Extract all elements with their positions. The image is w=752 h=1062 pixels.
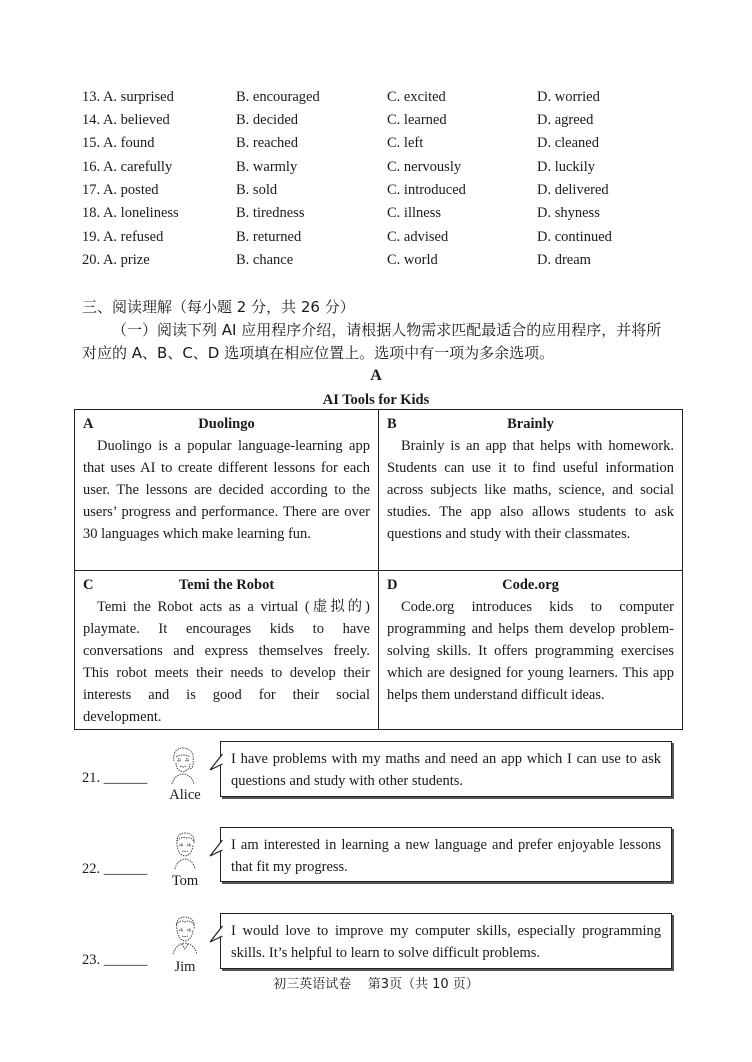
speech-tail-icon [209,924,223,948]
tool-name: Duolingo [198,416,255,432]
option-c: C. world [387,252,438,268]
person-name: Tom [171,873,199,889]
tool-cell-temi-robot [75,571,378,729]
option-b: B. returned [236,229,302,245]
tool-cell-code-org [379,571,682,729]
tool-name: Temi the Robot [178,577,275,593]
question-number-option-a: 15. A. found [82,135,155,151]
option-b: B. chance [236,252,294,268]
question-number-option-a: 20. A. prize [82,252,150,268]
person-name: Jim [174,959,196,975]
question-number-option-a: 13. A. surprised [82,89,174,105]
option-c: C. nervously [387,159,462,175]
tool-letter: C [83,577,94,593]
tool-description: Code.org introduces kids to computer programming and helps them develop problem-solving skills. It offers programming exercises which are designed for young learners. This app helps them understand difficult ideas. [387,599,674,703]
option-b: B. tiredness [236,205,305,221]
person-name: Alice [169,787,201,803]
speech-bubble [220,913,672,969]
section-title: 三、阅读理解（每小题 2 分，共 26 分） [82,298,355,316]
option-b: B. decided [236,112,299,128]
option-c: C. advised [387,229,449,245]
tool-cell-brainly [379,410,682,570]
tool-letter: B [387,416,397,432]
option-d: D. dream [537,252,591,268]
passage-title: AI Tools for Kids [322,392,430,408]
tool-letter: D [387,577,398,593]
boy-avatar-icon [168,830,202,870]
speech-text: I would love to improve my computer skills, especially programming skills. It’s helpful to learn to solve difficult problems. [231,923,661,961]
option-b: B. encouraged [236,89,320,105]
tool-name: Code.org [502,577,559,593]
speech-text: I have problems with my maths and need an app which I can use to ask questions and study with other students. [231,751,661,789]
question-number-option-a: 18. A. loneliness [82,205,179,221]
answer-blank[interactable]: 21. ______ [82,770,148,786]
speech-bubble [220,827,672,882]
tool-description: Temi the Robot acts as a virtual (虚拟的) playmate. It encourages kids to have conversations and express themselves freely. This robot meets their needs to develop their interests and is good for their social development. [83,599,370,725]
tool-letter: A [83,416,94,432]
option-d: D. agreed [537,112,594,128]
passage-letter: A [370,367,382,384]
speech-tail-icon [209,752,223,776]
boy-avatar-icon [168,915,202,955]
option-c: C. learned [387,112,447,128]
speech-bubble [220,741,672,797]
option-d: D. cleaned [537,135,599,151]
option-b: B. sold [236,182,278,198]
option-d: D. continued [537,229,612,245]
question-number-option-a: 17. A. posted [82,182,159,198]
page-footer: 初三英语试卷 第3页（共 10 页） [273,977,479,992]
answer-blank[interactable]: 22. ______ [82,861,148,877]
option-d: D. worried [537,89,600,105]
option-d: D. luckily [537,159,595,175]
option-c: C. introduced [387,182,466,198]
tool-description: Duolingo is a popular language-learning app that uses AI to create different lessons for each user. The lessons are decided according to the users’ progress and performance. There are over 30 languages which make learning fun. [83,438,370,542]
question-number-option-a: 16. A. carefully [82,159,173,175]
girl-avatar-icon [166,745,200,785]
tool-description: Brainly is an app that helps with homework. Students can use it to find useful information across subjects like maths, science, and social studies. The app also allows students to ask questions and study with their classmates. [387,438,674,542]
option-b: B. reached [236,135,298,151]
ai-tools-table [74,409,683,730]
answer-blank[interactable]: 23. ______ [82,952,148,968]
option-c: C. left [387,135,424,151]
option-d: D. delivered [537,182,609,198]
instruction-line-2: 对应的 A、B、C、D 选项填在相应位置上。选项中有一项为多余选项。 [82,344,555,362]
speech-tail-icon [209,838,223,862]
option-c: C. excited [387,89,446,105]
instruction-line-1: （一）阅读下列 AI 应用程序介绍，请根据人物需求匹配最适合的应用程序，并将所 [112,321,662,339]
option-d: D. shyness [537,205,600,221]
option-c: C. illness [387,205,441,221]
option-b: B. warmly [236,159,298,175]
speech-text: I am interested in learning a new language and prefer enjoyable lessons that fit my progress. [231,837,661,875]
tool-cell-duolingo [75,410,378,570]
tool-name: Brainly [507,416,554,432]
question-number-option-a: 19. A. refused [82,229,164,245]
question-number-option-a: 14. A. believed [82,112,170,128]
